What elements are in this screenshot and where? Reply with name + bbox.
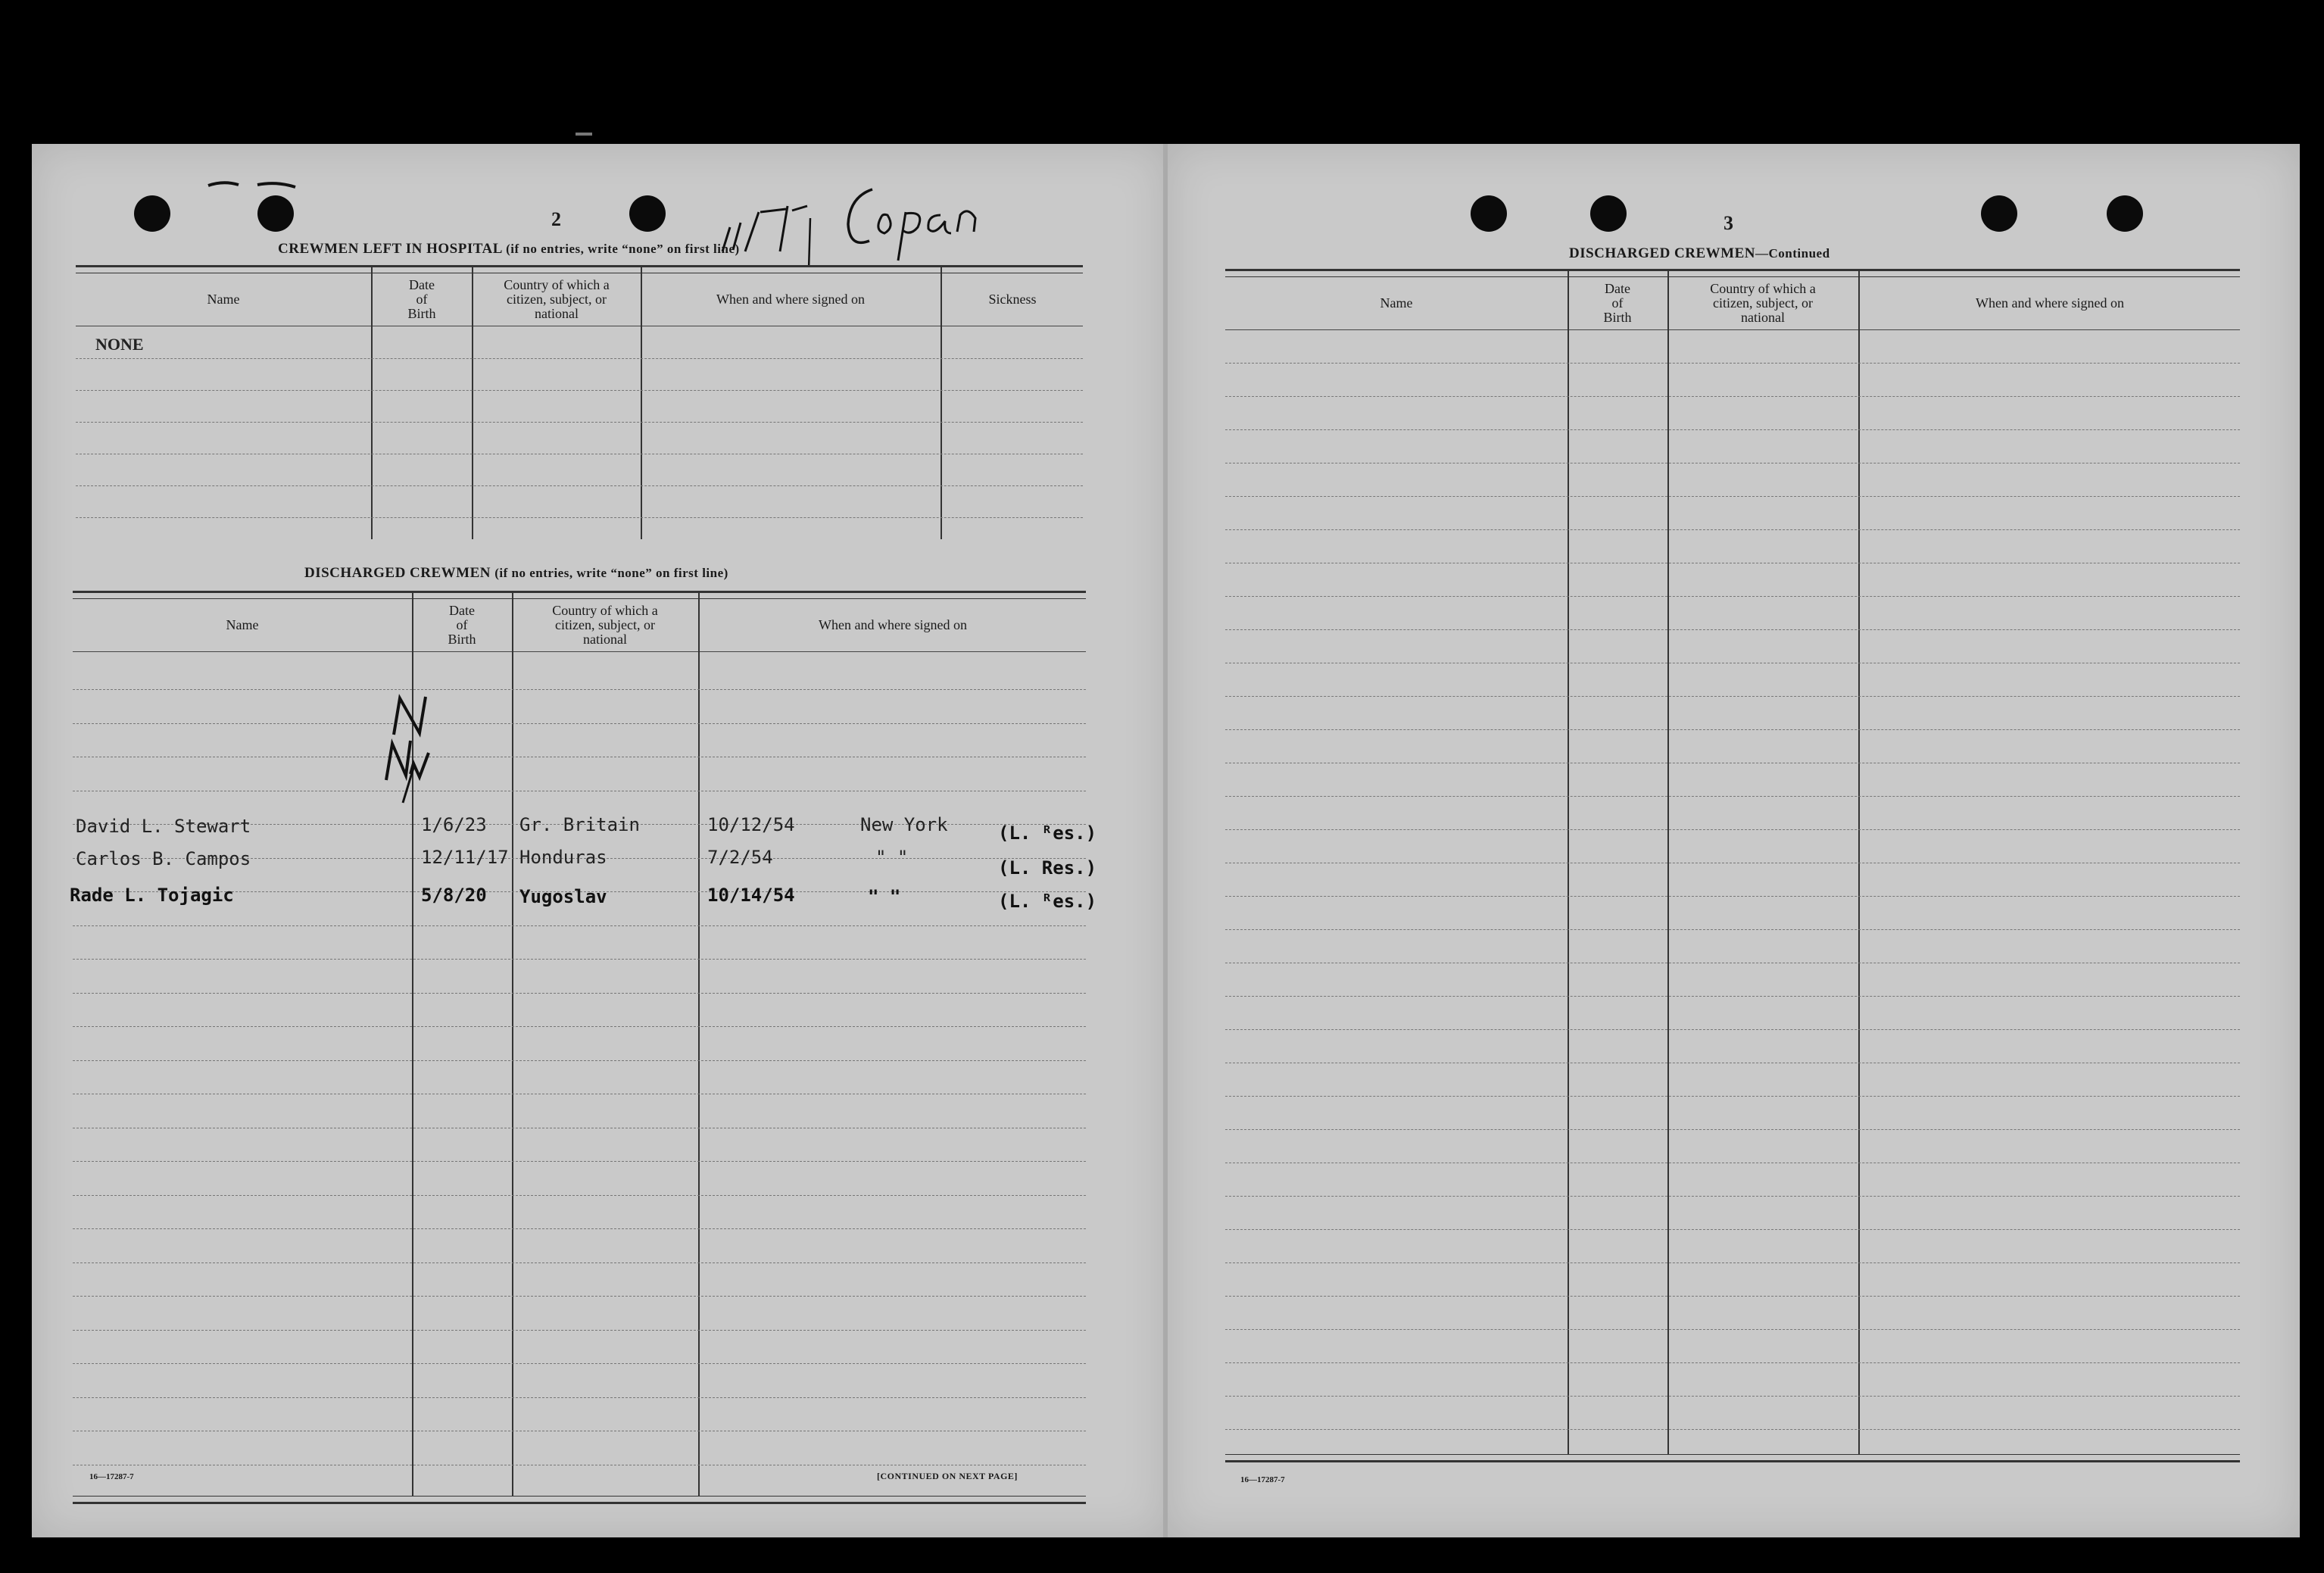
table-row [73, 1026, 1086, 1027]
punch-hole [257, 195, 294, 232]
hospital-section-title: CREWMEN LEFT IN HOSPITAL (if no entries, write “none” on first line) [278, 241, 740, 257]
right-page [1168, 144, 2300, 1537]
table-row [1225, 529, 2240, 530]
discharged-continued-table [1225, 269, 2240, 1458]
punch-hole [1981, 195, 2017, 232]
discharged-row-2-country: Honduras [519, 847, 607, 868]
discharged-row-1-status: (L. ᴿes.) [998, 822, 1097, 844]
table-row [73, 959, 1086, 960]
table-row [1225, 1262, 2240, 1263]
discharged-row-3-dob: 5/8/20 [421, 885, 487, 906]
discharged-row-2-name: Carlos B. Campos [76, 848, 251, 869]
col-header-name: Name [1380, 295, 1413, 311]
handwritten-checkmarks [380, 689, 441, 894]
table-row [1225, 1362, 2240, 1363]
table-row [1225, 1229, 2240, 1230]
table-row [1225, 596, 2240, 597]
discharged-row-3-signed-place: " " [868, 886, 901, 907]
discharged-row-3-name: Rade L. Tojagic [70, 885, 234, 906]
discharged-row-2-signed-date: 7/2/54 [707, 847, 773, 868]
discharged-row-3-country: Yugoslav [519, 886, 607, 907]
table-row [73, 689, 1086, 690]
punch-hole [629, 195, 666, 232]
col-header-dob: Date of Birth [1603, 280, 1632, 325]
table-row [73, 1363, 1086, 1364]
table-row [1225, 896, 2240, 897]
page-number: 2 [551, 208, 561, 230]
scan-mark [576, 133, 592, 136]
discharged-row-2-signed-place: " " [875, 847, 909, 868]
table-row [1225, 1096, 2240, 1097]
discharged-row-1-signed-date: 10/12/54 [707, 814, 795, 835]
col-header-name: Name [226, 616, 259, 632]
col-header-dob: Date of Birth [407, 276, 436, 321]
table-row [73, 1330, 1086, 1331]
table-row [73, 1060, 1086, 1061]
page-number: 3 [1724, 212, 1733, 234]
discharged-row-2-status: (L. Res.) [998, 857, 1097, 879]
discharged-row-3-signed-date: 10/14/54 [707, 885, 795, 906]
col-header-country: Country of which a citizen, subject, or national [1710, 280, 1816, 325]
table-row [1225, 929, 2240, 930]
table-row [1225, 629, 2240, 630]
col-header-country: Country of which a citizen, subject, or national [552, 602, 658, 647]
punch-hole [134, 195, 170, 232]
discharged-section-title: DISCHARGED CREWMEN (if no entries, write “none” on first line) [304, 565, 728, 581]
table-row [1225, 996, 2240, 997]
col-header-signed-on: When and where signed on [716, 291, 865, 307]
left-page [32, 144, 1166, 1537]
col-header-dob: Date of Birth [448, 602, 476, 647]
discharged-continued-title: DISCHARGED CREWMEN—Continued [1569, 245, 1830, 261]
handwritten-dashes [204, 174, 310, 197]
table-row [1225, 429, 2240, 430]
table-row [73, 1262, 1086, 1263]
table-row [1225, 363, 2240, 364]
table-row [73, 1228, 1086, 1229]
table-row [1225, 1129, 2240, 1130]
table-row [1225, 1329, 2240, 1330]
table-row [1225, 1196, 2240, 1197]
table-row [73, 723, 1086, 724]
punch-hole [1590, 195, 1627, 232]
col-header-name: Name [207, 291, 240, 307]
hospital-entry: NONE [95, 335, 144, 354]
table-row [1225, 496, 2240, 497]
col-header-sickness: Sickness [988, 291, 1037, 307]
form-id: 16—17287-7 [89, 1472, 134, 1481]
discharged-table [70, 591, 1097, 1507]
col-header-signed-on: When and where signed on [1976, 295, 2124, 311]
table-row [73, 1397, 1086, 1398]
table-row [1225, 1396, 2240, 1397]
hospital-table [76, 265, 1083, 539]
table-row [1225, 1429, 2240, 1430]
table-row [1225, 696, 2240, 697]
discharged-row-1-signed-place: New York [860, 814, 948, 835]
form-id: 16—17287-7 [1240, 1475, 1285, 1484]
discharged-row-1-name: David L. Stewart [76, 816, 251, 837]
discharged-row-1-dob: 1/6/23 [421, 814, 487, 835]
col-header-country: Country of which a citizen, subject, or national [504, 276, 610, 321]
table-row [1225, 1296, 2240, 1297]
discharged-row-1-country: Gr. Britain [519, 814, 640, 835]
table-row [73, 1161, 1086, 1162]
table-row [1225, 829, 2240, 830]
punch-hole [1471, 195, 1507, 232]
discharged-row-3-status: (L. ᴿes.) [998, 891, 1097, 912]
table-row [73, 925, 1086, 926]
table-row [73, 1195, 1086, 1196]
table-row [1225, 396, 2240, 397]
continued-note: [CONTINUED ON NEXT PAGE] [877, 1471, 1018, 1481]
table-row [73, 993, 1086, 994]
handwritten-date-ship [713, 167, 1016, 265]
col-header-signed-on: When and where signed on [819, 616, 967, 632]
discharged-row-2-dob: 12/11/17 [421, 847, 509, 868]
table-row [1225, 1029, 2240, 1030]
punch-hole [2107, 195, 2143, 232]
table-row [1225, 729, 2240, 730]
table-row [1225, 796, 2240, 797]
table-row [73, 1296, 1086, 1297]
